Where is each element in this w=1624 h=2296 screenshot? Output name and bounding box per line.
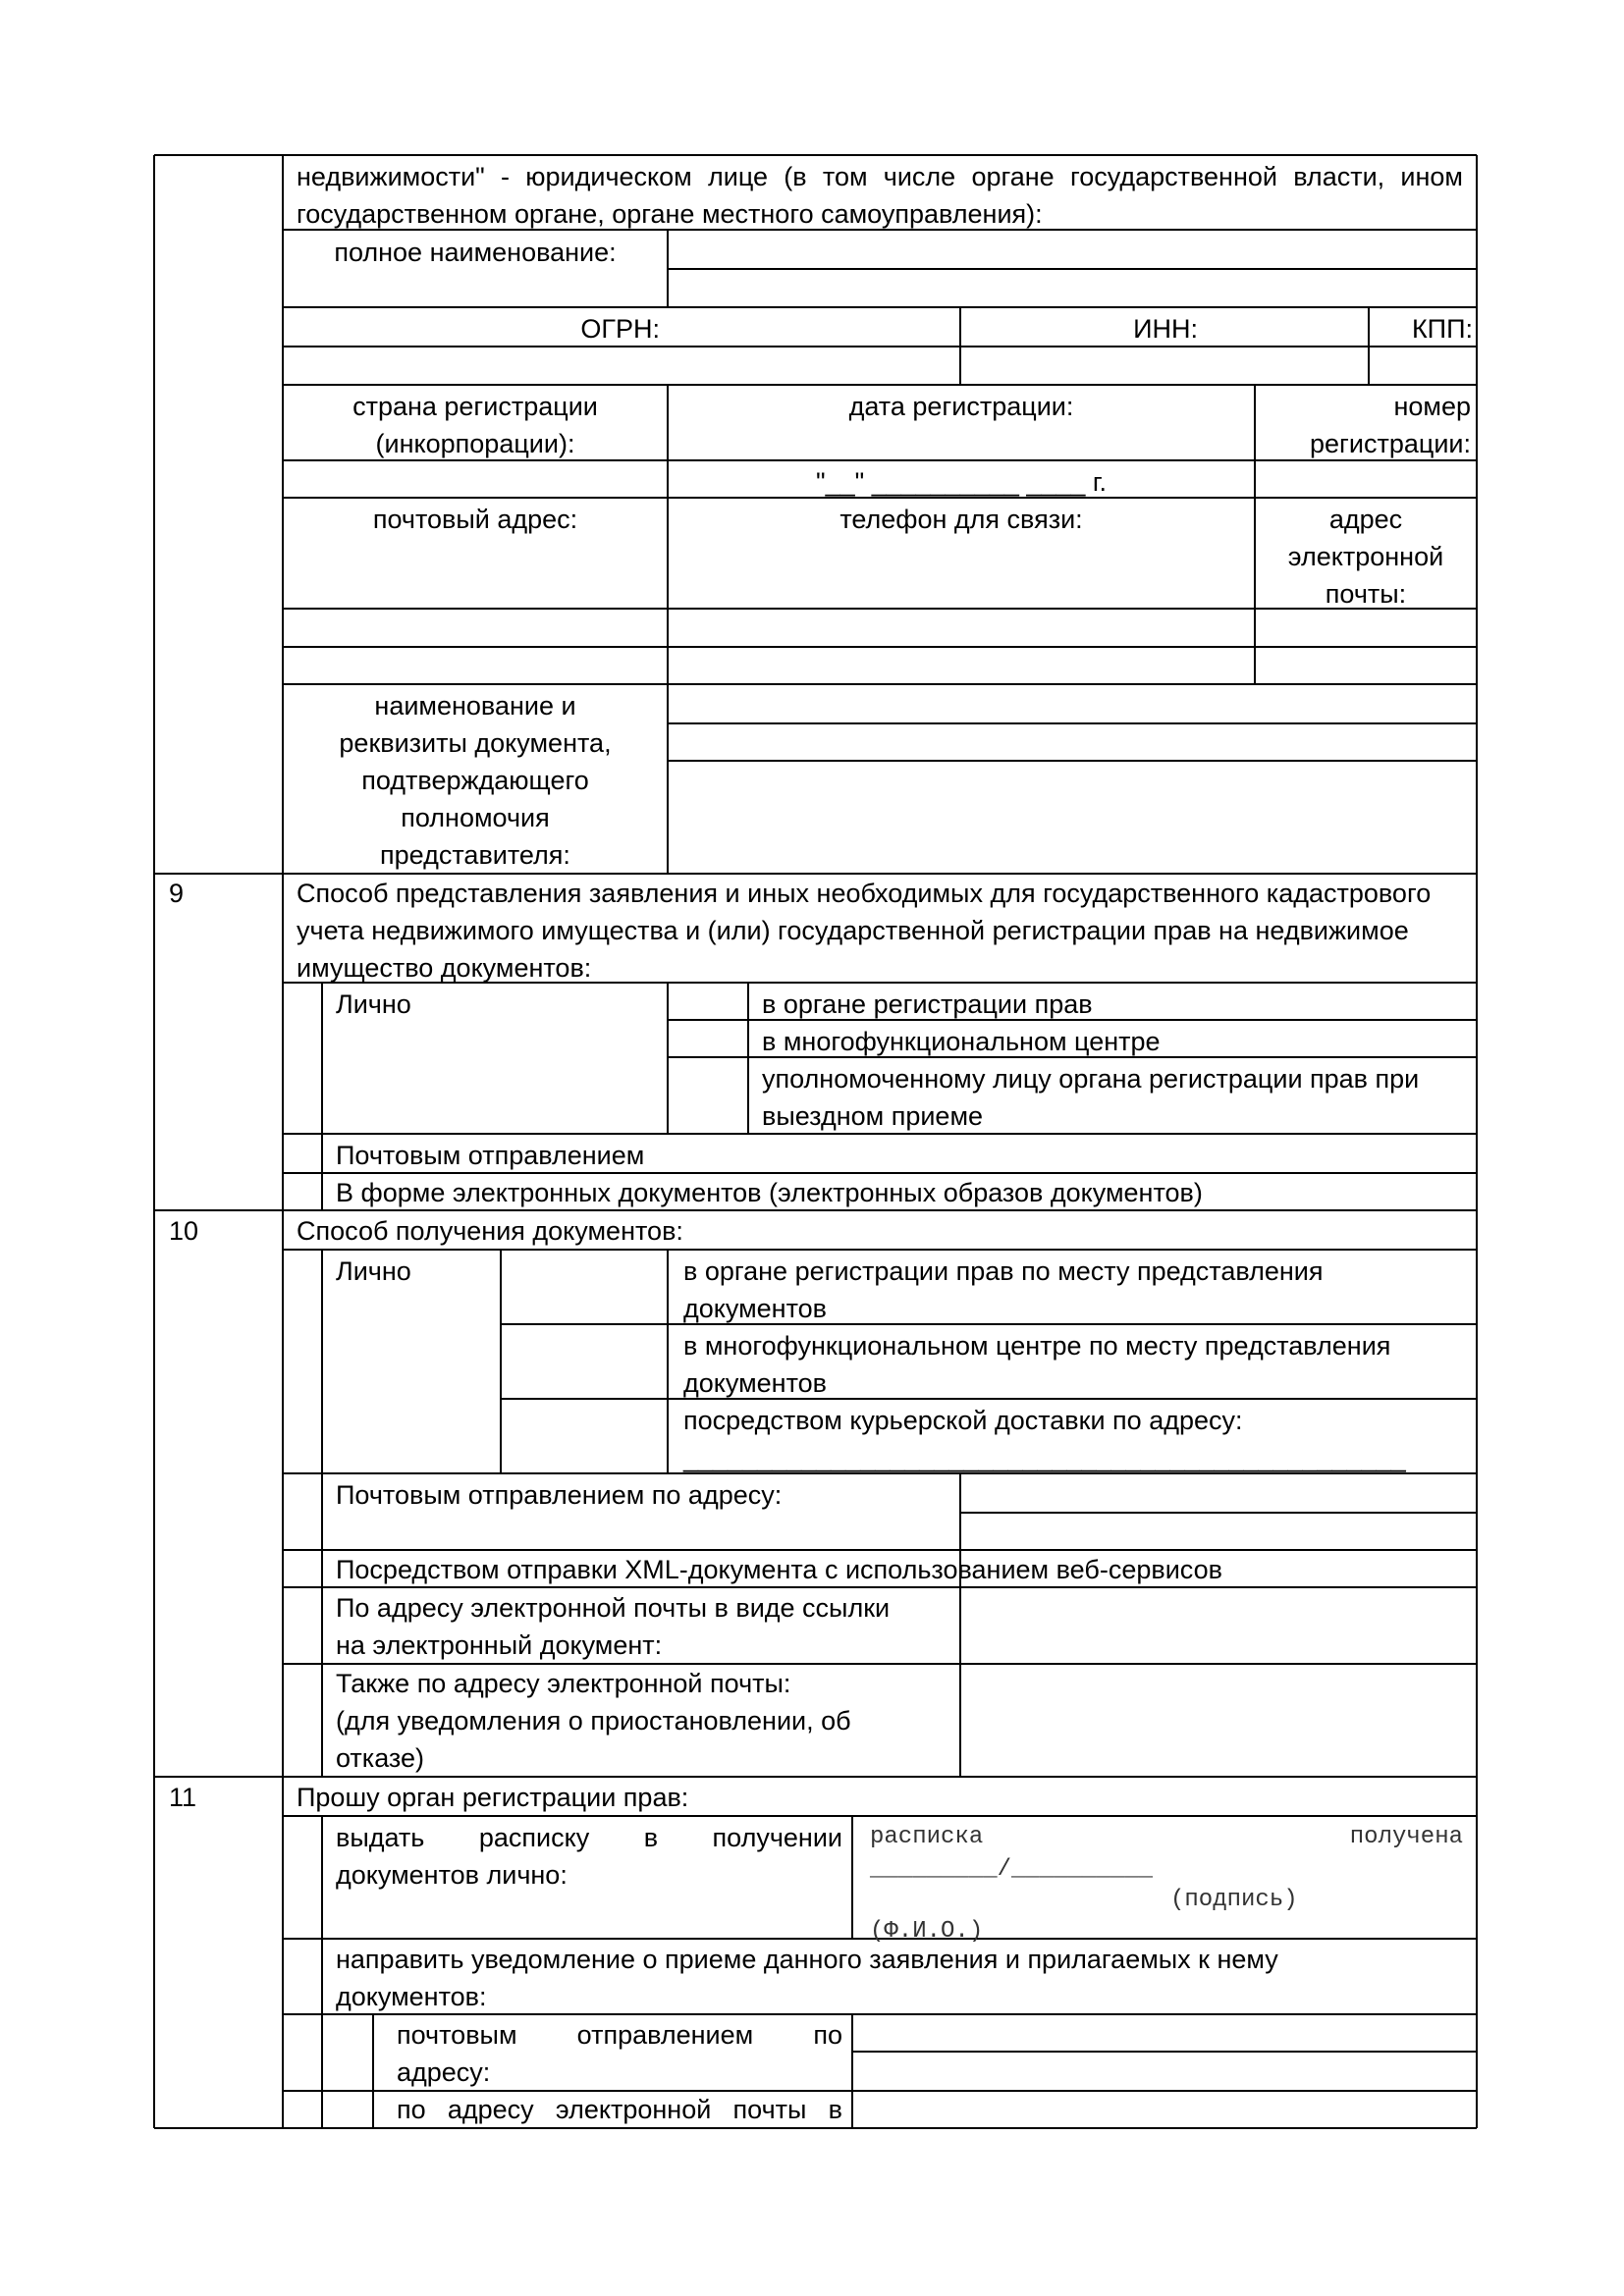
receipt-stamp-text: расписка получена	[870, 1824, 1463, 1850]
postal-address-field-continued[interactable]	[962, 1515, 1475, 1549]
section-number: 9	[169, 879, 185, 908]
full-name-field[interactable]	[670, 232, 1475, 268]
receipt-request-text: документов лично:	[336, 1860, 568, 1890]
notify-postal-address-field-continued[interactable]	[854, 2054, 1475, 2090]
grid-line-h	[960, 1512, 1477, 1514]
grid-line-v	[153, 155, 155, 2128]
notify-email-field[interactable]	[854, 2093, 1475, 2127]
registration-number-label: номер	[1393, 392, 1471, 421]
mfc-checkbox[interactable]	[503, 1326, 667, 1398]
grid-line-h	[501, 1323, 1477, 1325]
option-mfc: документов	[683, 1368, 827, 1398]
option-by-post: Почтовым отправлением	[336, 1141, 645, 1170]
section11-title: Прошу орган регистрации прав:	[297, 1783, 689, 1812]
grid-line-v	[1476, 155, 1478, 2128]
in-person-label: Лично	[336, 1256, 411, 1286]
section9-title: Способ представления заявления и иных необходимых для государственного кадастрового	[297, 879, 1432, 908]
option-electronic: В форме электронных документов (электронных образов документов)	[336, 1178, 1203, 1207]
option-mfc: в многофункциональном центре	[762, 1027, 1161, 1056]
section9-title: имущество документов:	[297, 953, 592, 983]
grid-line-h	[283, 384, 1477, 386]
option-registry-office: в органе регистрации прав	[762, 989, 1093, 1019]
grid-line-v	[851, 1816, 853, 1939]
mfc-checkbox[interactable]	[670, 1022, 747, 1056]
email-label: почты:	[1325, 579, 1407, 609]
registry-office-checkbox[interactable]	[503, 1252, 667, 1323]
by-post-checkbox[interactable]	[285, 1136, 321, 1172]
full-name-field-continued[interactable]	[670, 271, 1475, 306]
section9-title: учета недвижимого имущества и (или) государственной регистрации прав на недвижимое	[297, 916, 1409, 945]
ogrn-field[interactable]	[285, 348, 667, 384]
postal-address-field[interactable]	[962, 1475, 1475, 1512]
notify-by-post-checkbox[interactable]	[324, 2016, 372, 2090]
receipt-signature-caption: (подпись)	[1170, 1887, 1298, 1913]
notify-by-email-label: по адресу электронной почты в	[397, 2095, 842, 2124]
ogrn-label: ОГРН:	[580, 314, 660, 344]
grid-line-h	[852, 2051, 1477, 2053]
section-number: 10	[169, 1216, 199, 1246]
courier-checkbox[interactable]	[503, 1401, 667, 1472]
option-mfc: в многофункциональном центре по месту представления	[683, 1331, 1391, 1361]
grid-line-h	[668, 760, 1477, 762]
email-link-field[interactable]	[962, 1589, 1475, 1663]
registration-date-label: дата регистрации:	[848, 392, 1074, 421]
option-registry-office: документов	[683, 1294, 827, 1323]
kpp-field[interactable]	[1371, 348, 1476, 384]
notify-by-post-label: почтовым отправлением по	[397, 2020, 842, 2050]
electronic-checkbox[interactable]	[285, 1175, 321, 1209]
authority-document-label: наименование и	[374, 691, 576, 721]
grid-line-h	[668, 722, 1477, 724]
grid-line-h	[154, 154, 1477, 156]
registration-country-label: (инкорпорации):	[375, 429, 575, 458]
grid-line-v	[667, 983, 669, 1134]
kpp-label: КПП:	[1411, 314, 1473, 344]
grid-line-v	[321, 1250, 323, 1777]
email-label: электронной	[1287, 542, 1444, 571]
option-email-link: на электронный документ:	[336, 1630, 663, 1660]
grid-line-v	[321, 1816, 323, 2128]
option-registry-office: в органе регистрации прав по месту представления	[683, 1256, 1324, 1286]
authority-document-label: полномочия	[401, 803, 550, 832]
option-email-also: Также по адресу электронной почты:	[336, 1669, 791, 1698]
notify-postal-address-field[interactable]	[854, 2016, 1475, 2051]
registration-country-field[interactable]	[285, 462, 667, 497]
registration-country-label: страна регистрации	[352, 392, 598, 421]
receipt-request-text: выдать расписку в получении	[336, 1823, 842, 1852]
grid-line-h	[668, 268, 1477, 270]
option-courier: _________________________________________________	[683, 1443, 1406, 1472]
visiting-reception-checkbox[interactable]	[670, 1059, 747, 1133]
section8-intro-text: недвижимости" - юридическом лице (в том числе органе государственной власти, ином	[297, 162, 1463, 191]
email-field[interactable]	[1257, 611, 1476, 646]
option-visiting-reception: уполномоченному лицу органа регистрации прав при	[762, 1064, 1420, 1094]
notify-by-email-checkbox[interactable]	[324, 2093, 372, 2127]
grid-line-h	[283, 306, 1477, 308]
registry-office-checkbox[interactable]	[670, 985, 747, 1019]
receipt-signature-line: _________/__________	[870, 1856, 1154, 1883]
registration-number-label: регистрации:	[1310, 429, 1471, 458]
grid-line-v	[667, 1250, 669, 1473]
option-email-also: отказе)	[336, 1743, 424, 1773]
option-email-link: По адресу электронной почты в виде ссылки	[336, 1593, 891, 1623]
grid-line-v	[372, 2014, 374, 2128]
grid-line-h	[283, 646, 1477, 648]
option-by-post: Почтовым отправлением по адресу:	[336, 1480, 783, 1510]
option-xml: Посредством отправки XML-документа с использованием веб-сервисов	[336, 1555, 1222, 1584]
section10-title: Способ получения документов:	[297, 1216, 683, 1246]
inn-field[interactable]	[670, 348, 959, 384]
phone-label: телефон для связи:	[839, 505, 1083, 534]
authority-document-label: представителя:	[380, 840, 570, 870]
option-courier: посредством курьерской доставки по адресу:	[683, 1406, 1243, 1435]
email-label: адрес	[1328, 505, 1403, 534]
grid-line-h	[283, 683, 1477, 685]
option-email-also: (для уведомления о приостановлении, об	[336, 1706, 851, 1735]
inn-label: ИНН:	[1133, 314, 1198, 344]
section8-intro-text: государственном органе, органе местного самоуправления):	[297, 199, 1043, 229]
in-person-label: Лично	[336, 989, 411, 1019]
email-also-field[interactable]	[962, 1666, 1475, 1776]
authority-document-label: подтверждающего	[361, 766, 589, 795]
authority-document-field[interactable]	[670, 686, 1475, 722]
postal-address-field[interactable]	[285, 611, 667, 646]
grid-line-v	[851, 2014, 853, 2128]
section-number: 11	[169, 1783, 197, 1812]
notification-request-text: направить уведомление о приеме данного заявления и прилагаемых к нему	[336, 1945, 1278, 1974]
registration-date-template: "__" __________ ____ г.	[816, 467, 1107, 497]
full-name-label: полное наименование:	[334, 238, 617, 267]
grid-line-h	[501, 1398, 1477, 1400]
authority-document-label: реквизиты документа,	[339, 728, 612, 758]
option-visiting-reception: выездном приеме	[762, 1101, 984, 1131]
grid-line-v	[747, 983, 749, 1134]
receipt-name-caption: (Ф.И.О.)	[870, 1918, 984, 1945]
grid-line-v	[321, 983, 323, 1210]
grid-line-v	[959, 1473, 961, 1777]
grid-line-v	[500, 1250, 502, 1473]
notify-by-post-label: адресу:	[397, 2057, 491, 2087]
registration-number-field[interactable]	[1257, 462, 1476, 497]
phone-field[interactable]	[670, 611, 1254, 646]
notification-request-text: документов:	[336, 1982, 487, 2011]
postal-address-label: почтовый адрес:	[372, 505, 578, 534]
